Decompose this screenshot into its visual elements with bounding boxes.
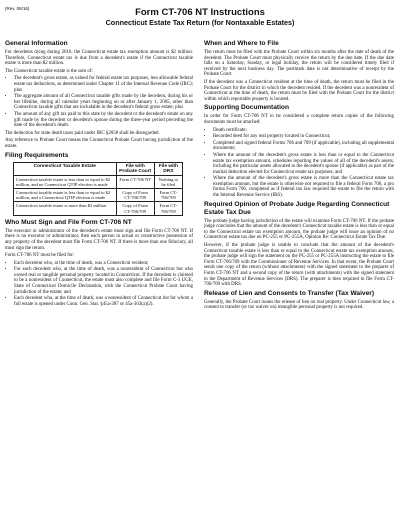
req-paragraph-1: The probate judge having jurisdiction of the estate will examine Form CT-706 NT. If the probate judge concludes that the amount of the decedent's Connecticut taxable estate is less than or equal to the Connecticut estate tax exemption amount, the probate judge will issue an opinion of no Connecticut estate tax due on PC-255 or PC-255A, Opinion Re: Connecticut Estate Tax Due. xyxy=(204,218,394,241)
table-row xyxy=(14,188,183,201)
left-column xyxy=(5,38,193,309)
table-header: File with Probate Court xyxy=(116,162,154,175)
list-item: • Death certificate; xyxy=(213,128,394,134)
filing-requirements-heading: Filing Requirements xyxy=(5,151,69,159)
supporting-documentation-heading: Supporting Documentation xyxy=(204,104,289,112)
who-paragraph-1: The executor or administrator of the decedent's estate must sign and file Form CT-706 NT. If there is no executor or administrator, then each person in actual or constructive possession of any property of the decedent must file Form CT-706 NT. If there is more than one fiduciary, all must sign the return. xyxy=(5,228,193,251)
list-item: • Completed and signed federal Forms 706 and 709 (if applicable), including all supplemental documents; xyxy=(213,141,394,152)
table-cell: Form CT-706/709 xyxy=(154,188,182,201)
list-item: • The decedent's gross estate, as valued for federal estate tax purposes, less allowable federal estate tax deductions, as determined under Chapter 11 of the Internal Revenue Code (IRC); plus xyxy=(14,76,193,93)
sd-paragraph-1: In order for Form CT-706 NT to be considered a complete return copies of the following documents must be attached: xyxy=(204,114,394,125)
release-of-lien-heading: Release of Lien and Consents to Transfer (Tax Waiver) xyxy=(204,289,375,297)
when-paragraph-2: If the decedent was a Connecticut resident at the time of death, the return must be filed in the Probate Court for the district in which the decedent resided. If the decedent was a nonresident of Connecticut at the time of death, the return must be filed with the Probate Court for the district within which reportable property is located. xyxy=(204,79,394,102)
list-item: • Recorded deed for any real property located in Connecticut; xyxy=(213,134,394,140)
gi-paragraph-4: Any reference to Probate Court means the Connecticut Probate Court having jurisdiction of the estate. xyxy=(5,138,193,149)
table-cell: Nothing to be filed xyxy=(154,175,182,188)
table-cell: Form CT-706 NT xyxy=(116,175,154,188)
who-paragraph-2: Form CT-706 NT must be filed for: xyxy=(5,253,75,259)
taxable-estate-list xyxy=(5,76,193,128)
list-item: • Each decedent who, at the time of death, was a nonresident of Connecticut but for whom a full estate is opened under Conn. Gen. Stat. §45a-287 or 45a-303(a)(2). xyxy=(14,296,193,307)
rel-paragraph-1: Generally, the Probate Court issues the release of lien on real property. Under Connecticut law, a consent to transfer (or tax waiver on) intangible personal property is not required. xyxy=(204,299,394,311)
title-block xyxy=(0,8,400,27)
when-where-heading: When and Where to File xyxy=(204,40,279,47)
list-item: • Where the amount of the decedent's gross estate is more than the Connecticut estate tax exemption amount, but the estate is otherwise not required to file a federal Form 706, a pro forma Form 706, completed as if federal tax law required the estate to file the return with the Internal Revenue Service (IRS). xyxy=(213,176,394,198)
page-subtitle: Connecticut Estate Tax Return (for Nontaxable Estates) xyxy=(105,18,295,27)
table-row xyxy=(14,175,183,188)
list-item: • Where the amount of the decedent's gross estate is less than or equal to the Connecticut estate tax exemption amount, schedules reporting the values of all of the decedent's assets, including the particular assets allocated to the decedent's spouse (if applicable) as part of the marital deduction elected for Connecticut estate tax purposes; and xyxy=(213,153,394,175)
filing-requirements-table xyxy=(13,162,183,216)
table-cell: Copy of Form CT-706/709 xyxy=(116,202,154,215)
table-header: Connecticut Taxable Estate xyxy=(14,162,117,175)
table-cell: Connecticut taxable estate is less than or equal to $2 million, and a Connecticut QTIP election is made xyxy=(14,188,117,201)
revision-date: (Rev. 06/16) xyxy=(5,6,30,11)
table-cell: Connecticut taxable estate is less than or equal to $2 million, and no Connecticut QTIP election is made xyxy=(14,175,117,188)
general-information-heading: General Information xyxy=(5,40,68,47)
gi-paragraph-1: For decedents dying during 2016, the Connecticut estate tax exemption amount is $2 million. Therefore, Connecticut estate tax is due from a decedent's estate if the Connecticut taxable estate is more than $2 million. xyxy=(5,50,193,67)
page-title: Form CT-706 NT Instructions xyxy=(135,7,265,18)
gi-paragraph-2: The Connecticut taxable estate is the sum of: xyxy=(5,68,93,74)
who-must-sign-heading: Who Must Sign and File Form CT-706 NT xyxy=(5,218,132,226)
table-header-row xyxy=(14,162,183,175)
table-cell: Form CT-706/709 xyxy=(154,202,182,215)
who-list xyxy=(5,261,193,308)
table-cell: Copy of Form CT-706/709 xyxy=(116,188,154,201)
documents-list xyxy=(204,128,394,199)
right-column xyxy=(204,38,394,313)
when-paragraph-1: The return must be filed with the Probate Court within six months after the date of death of the decedent. The Probate Court must physically receive the return by the due date. If the due date falls on a Saturday, Sunday, or legal holiday, the return will be considered timely filed if received by the next business day. The postmark date is not determinative of receipt by the Probate Court. xyxy=(204,50,394,78)
table-cell: Connecticut taxable estate is more than $2 million xyxy=(14,202,117,215)
gi-paragraph-3: The deduction for state death taxes paid under IRC §2058 shall be disregarded. xyxy=(5,130,160,136)
table-row xyxy=(14,202,183,215)
req-paragraph-2: However, if the probate judge is unable to conclude that the amount of the decedent's Connecticut taxable estate is less than or equal to the Connecticut estate tax exemption amount, the probate judge will sign the statement on the PC-255 or PC-255A instructing the estate to file Form CT-706/709 with the Commissioner of Revenue Services. In that event, the Probate Court sends one copy of the return (without attachments) with the signed statement to the preparer of Form CT-706 NT and a second copy of the return (with attachments) with the signed statement to the Department of Revenue Services (DRS). The preparer is then required to file Form CT-706/709 with DRS. xyxy=(204,243,394,288)
list-item: • Each decedent who, at the time of death, was a Connecticut resident; xyxy=(14,261,193,267)
table-header: File with DRS xyxy=(154,162,182,175)
list-item: • For each decedent who, at the time of death, was a nonresident of Connecticut but who owned real or tangible personal property located in Connecticut. If the decedent is claimed to be a nonresident of Connecticut, the estate must also complete and file Form C-3 UGE, State of Connecticut Domicile Declaration, with the Connecticut Probate Court having jurisdiction of the estate; and xyxy=(14,267,193,295)
required-opinion-heading: Required Opinion of Probate Judge Regarding Connecticut Estate Tax Due xyxy=(204,200,390,216)
list-item: • The aggregate amount of all Connecticut taxable gifts made by the decedent, during his or her lifetime, during all calendar years beginning on or after January 1, 2005, other than Connecticut taxable gifts that are includable in the decedent's federal gross estate; plus xyxy=(14,94,193,111)
list-item: • The amount of any gift tax paid to this state by the decedent or the decedent's estate on any gift made by the decedent or decedent's spouse during the three-year period preceding the date of the decedent's death. xyxy=(14,112,193,129)
